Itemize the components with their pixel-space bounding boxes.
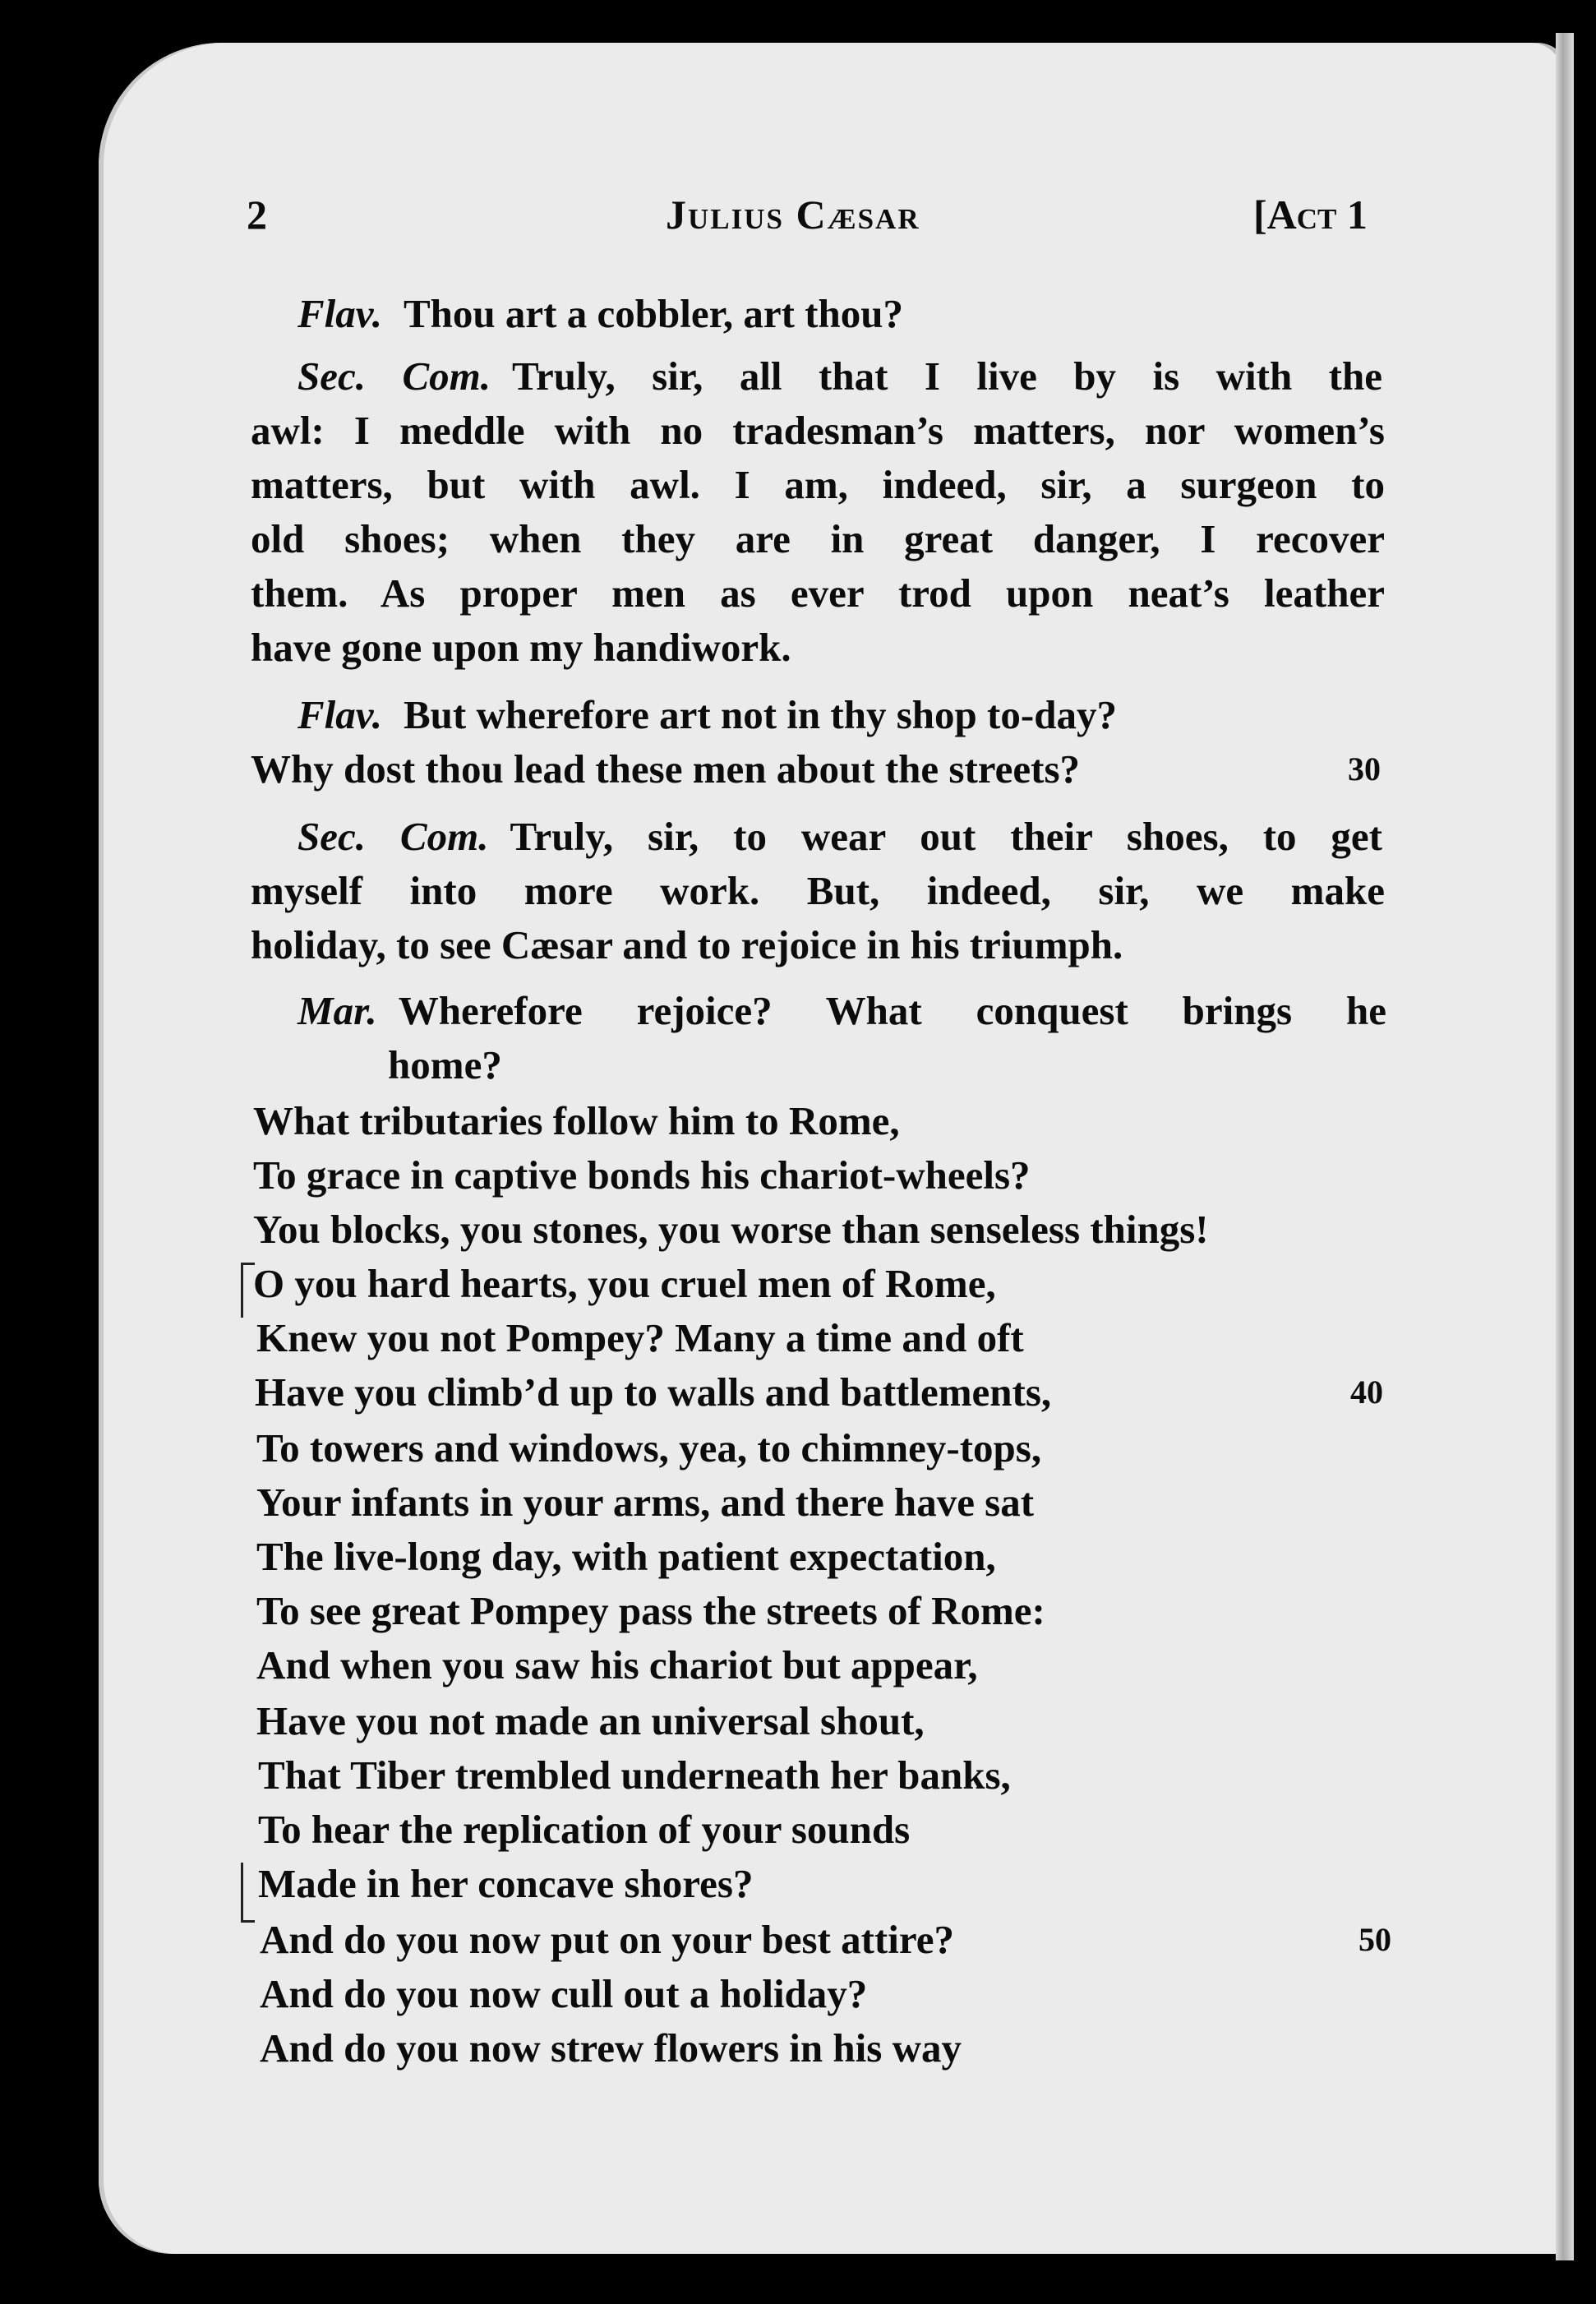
line-text: To hear the replication of your sounds [258,1807,911,1852]
text-line [258,1858,753,1910]
text-line [256,1422,1041,1475]
line-text: And do you now strew flowers in his way [260,2025,962,2071]
text-line [255,1366,1051,1419]
text-line [253,1258,996,1310]
text-line [260,2022,962,2075]
text-line [256,1585,1045,1637]
page-number: 2 [247,192,267,238]
text-line [251,404,1385,457]
line-text: Truly, sir, to wear out their shoes, to get [510,814,1383,859]
text-line [256,1695,925,1748]
text-line [298,288,1119,340]
text-line [298,689,1117,741]
text-line [251,865,1385,917]
page-header [0,191,1596,248]
text-line [253,1095,900,1147]
line-text: Thou art a cobbler, art thou? [403,291,903,336]
line-text: old shoes; when they are in great danger, I recover [251,516,1385,561]
text-line [256,1531,996,1583]
line-text: To grace in captive bonds his chariot-wheels? [253,1152,1031,1198]
line-text: Wherefore rejoice? What conquest brings he [398,988,1386,1033]
line-text: Truly, sir, all that I live by is with the [512,353,1383,399]
text-line [260,1914,954,1966]
text-line [253,1203,1209,1256]
line-text: home? [388,1042,502,1087]
line-text: Your infants in your arms, and there have sat [256,1480,1035,1525]
text-line [251,743,1080,796]
text-line [256,1476,1034,1529]
page-edge [1556,33,1574,2260]
line-text: matters, but with awl. I am, indeed, sir, a surgeon to [251,462,1385,507]
line-text: What tributaries follow him to Rome, [253,1098,900,1143]
line-text: Have you climb’d up to walls and battlements, [255,1369,1052,1415]
line-text: awl: I meddle with no tradesman’s matters, nor women’s [251,408,1385,453]
text-line [260,1968,867,2020]
text-line [298,985,1386,1037]
text-line [251,513,1385,566]
line-text: To see great Pompey pass the streets of Rome: [256,1588,1045,1633]
text-line [256,1312,1024,1364]
line-text: And do you now cull out a holiday? [260,1971,868,2016]
text-line [253,1149,1031,1202]
line-text: Why dost thou lead these men about the streets? [251,746,1081,792]
text-line [251,919,1123,972]
text-line [258,1749,1011,1802]
act-marker: [Act 1 [1253,192,1368,238]
line-number: 40 [1350,1374,1383,1411]
line-text: That Tiber trembled underneath her banks, [258,1752,1011,1798]
text-line [251,621,791,674]
line-text: holiday, to see Cæsar and to rejoice in his triumph. [251,922,1123,967]
line-text: O you hard hearts, you cruel men of Rome, [253,1261,996,1306]
line-text: have gone upon my handiwork. [251,625,791,670]
text-line [251,567,1385,620]
line-text: And when you saw his chariot but appear, [256,1642,978,1688]
speaker-name: Mar. [298,988,377,1033]
line-text: myself into more work. But, indeed, sir, we make [251,868,1385,913]
running-title: Julius Cæsar [666,192,920,238]
speaker-name: Flav. [298,692,382,737]
text-line [256,1639,978,1692]
text-line [298,350,1382,403]
line-text: Knew you not Pompey? Many a time and oft [256,1315,1024,1360]
line-text: Made in her concave shores? [258,1861,754,1906]
pencil-bracket-mark [241,1863,255,1923]
text-line [388,1039,502,1092]
line-text: them. As proper men as ever trod upon neat’s leather [251,570,1385,616]
line-text: The live-long day, with patient expectation, [256,1534,996,1579]
line-text: You blocks, you stones, you worse than senseless things! [253,1207,1209,1252]
line-text: Have you not made an universal shout, [256,1698,925,1743]
pencil-bracket-mark [241,1263,255,1318]
line-text: But wherefore art not in thy shop to-day? [403,692,1117,737]
text-line [258,1803,910,1856]
line-number: 30 [1348,750,1381,787]
line-number: 50 [1358,1921,1391,1958]
speaker-name: Sec. Com. [298,814,489,859]
line-text: To towers and windows, yea, to chimney-tops, [256,1425,1042,1471]
line-text: And do you now put on your best attire? [260,1917,954,1962]
speaker-name: Flav. [298,291,382,336]
text-line [298,810,1382,863]
speaker-name: Sec. Com. [298,353,491,399]
text-line [251,459,1385,511]
